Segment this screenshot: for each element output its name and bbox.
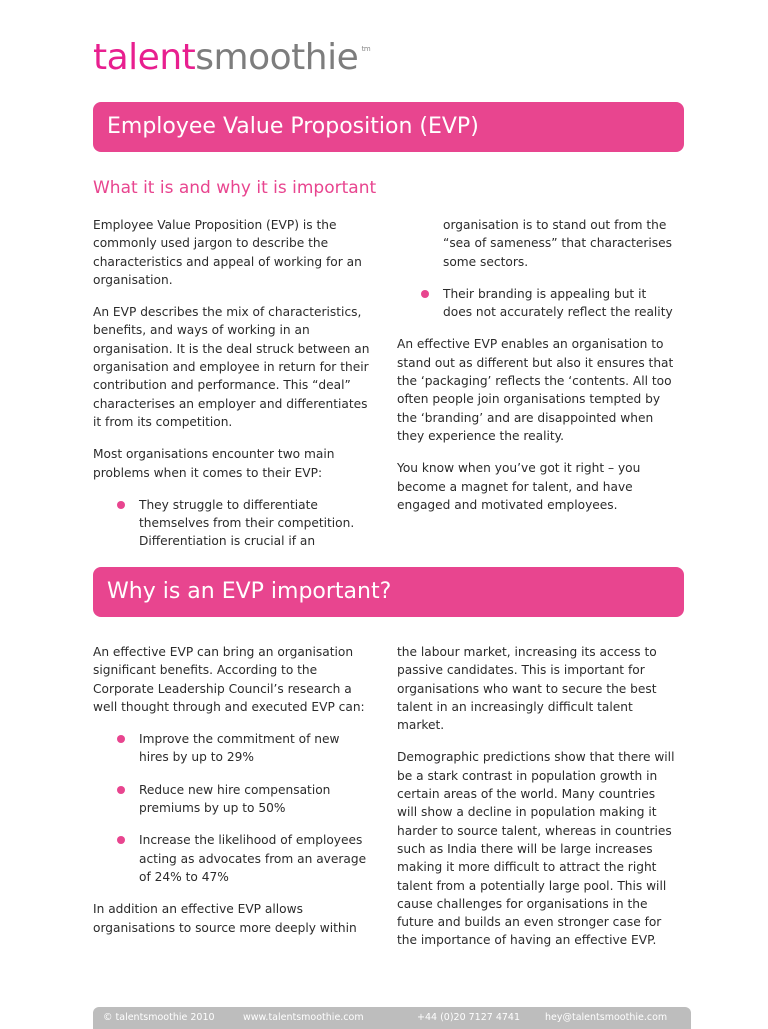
footer-copyright: © talentsmoothie 2010 <box>103 1012 215 1023</box>
logo <box>93 37 371 78</box>
bullet-continuation <box>397 216 677 271</box>
footer-phone: +44 (0)20 7127 4741 <box>417 1012 521 1023</box>
paragraph: Most organisations encounter two main problems when it comes to their EVP: <box>93 447 335 480</box>
paragraph: Employee Value Proposition (EVP) is the commonly used jargon to describe the characteristics and appeal of working for an organisation. <box>93 218 362 287</box>
footer-email-link[interactable]: hey@talentsmoothie.com <box>545 1012 668 1023</box>
bullet-item <box>93 730 371 767</box>
bullet-text: They struggle to differentiate themselves from their competition. Differentiation is crucial if an <box>139 497 355 549</box>
bullet-dot-icon <box>117 786 125 794</box>
bullet-text: Increase the likelihood of employees acting as advocates from an average of 24% to 47% <box>139 833 367 884</box>
bullet-dot-icon <box>117 735 125 743</box>
footer-website-link[interactable]: www.talentsmoothie.com <box>243 1012 364 1023</box>
bullet-text: Improve the commitment of new hires by up to 29% <box>139 732 340 765</box>
section-title-evp: Employee Value Proposition (EVP) <box>93 102 684 152</box>
section2-left-column <box>93 643 371 951</box>
bullet-item <box>93 496 371 551</box>
section1-left-column <box>93 216 371 565</box>
paragraph: An effective EVP can bring an organisation significant benefits. According to the Corporate Leadership Council’s research a well thought through and executed EVP can: <box>93 645 365 714</box>
bullet-text: Reduce new hire compensation premiums by up to 50% <box>139 782 331 816</box>
paragraph: An effective EVP enables an organisation to stand out as different but also it ensures that the ‘packaging’ reflects the ‘contents. All too often people join organisations tempted by the ‘branding’ and are disappointed when they experience the reality. <box>397 337 674 443</box>
paragraph: You know when you’ve got it right – you become a magnet for talent, and have engaged and motivated employees. <box>397 461 641 512</box>
logo-part-talent: talent <box>93 37 196 78</box>
trademark-mark: tm <box>361 45 371 53</box>
logo-part-smoothie: smoothie <box>195 37 359 78</box>
bullet-dot-icon <box>117 836 125 844</box>
bullet-text: organisation is to stand out from the “sea of sameness” that characterises some sectors. <box>443 218 672 269</box>
footer-bar <box>93 1007 691 1029</box>
paragraph: Demographic predictions show that there will be a stark contrast in population growth in certain areas of the world. Many countries will show a decline in population making it harder to source talent, whereas in countries such as India there will be large increases making it more difficult to attract the right talent from a potentially large pool. This will cause challenges for organisations in the future and builds an even stronger case for the importance of having an effective EVP. <box>397 750 675 948</box>
bullet-item <box>397 285 677 322</box>
bullet-item <box>93 781 371 818</box>
section-subtitle: What it is and why it is important <box>93 178 377 198</box>
paragraph: An EVP describes the mix of characteristics, benefits, and ways of working in an organisation. It is the deal struck between an organisation and employee in return for their contribution and performance. This “deal” characterises an employer and differentiates it from its competition. <box>93 305 370 429</box>
bullet-item <box>93 831 371 886</box>
bullet-dot-icon <box>117 501 125 509</box>
paragraph: In addition an effective EVP allows organisations to source more deeply within <box>93 902 357 935</box>
section1-right-column <box>397 216 677 528</box>
paragraph: the labour market, increasing its access to passive candidates. This is important for organisations who want to secure the best talent in an increasingly difficult talent market. <box>397 645 657 733</box>
bullet-text: Their branding is appealing but it does not accurately reflect the reality <box>443 286 673 320</box>
section2-right-column <box>397 643 677 964</box>
section-title-why-evp: Why is an EVP important? <box>93 567 684 617</box>
bullet-dot-icon <box>421 290 429 298</box>
